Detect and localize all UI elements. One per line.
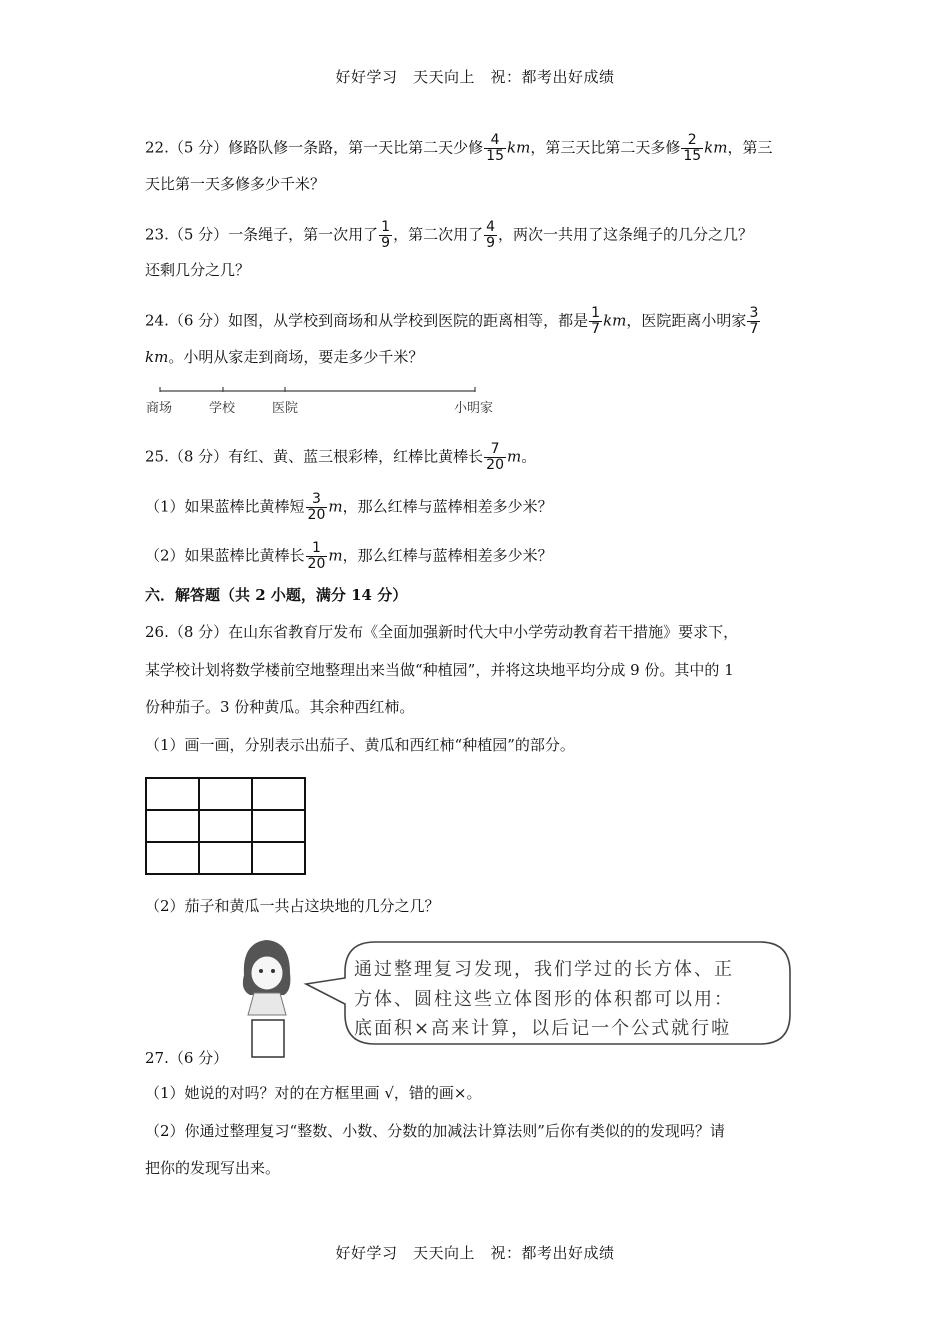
question-27-title: 27.（6 分） [145, 1049, 229, 1067]
q22-fraction-1 [484, 133, 506, 164]
q25-f1-denominator: 20 [486, 457, 504, 473]
q23-text-c: ，两次一共用了这条绳子的几分之几？ [498, 225, 754, 244]
q24-fraction-2 [747, 306, 760, 337]
q24-text-b: ，医院距离小明家 [626, 311, 747, 330]
q22-text-b: ，第三天比第二天多修 [530, 138, 681, 157]
question-22-line-1 [145, 133, 773, 164]
q23-f2-numerator: 4 [486, 219, 496, 235]
girl-face [251, 956, 283, 990]
q25-p2-unit: m [328, 546, 343, 565]
q25-p1-unit: m [328, 497, 343, 516]
q25-text-a: 25.（8 分）有红、黄、蓝三根彩棒，红棒比黄棒长 [145, 447, 484, 466]
q25-fraction-1 [484, 442, 506, 473]
question-27-part-2-line-2: 把你的发现写出来。 [145, 1159, 281, 1177]
q24-unit-2: km [145, 348, 169, 366]
question-24-line-1 [145, 306, 761, 337]
girl-eye-right [271, 969, 275, 973]
q22-unit-2: km [704, 138, 728, 157]
q22-f2-denominator: 15 [683, 148, 702, 164]
question-27-part-2-line-1: （2）你通过整理复习“整数、小数、分数的加减法计算法则”后你有类似的的发现吗？请 [145, 1122, 725, 1140]
q25-p2-numerator: 1 [312, 540, 321, 556]
grid-cell[interactable] [146, 778, 199, 810]
question-25-part-2 [145, 541, 553, 572]
girl-dress [248, 993, 286, 1015]
bubble-line-2: 方体、圆柱这些立体图形的体积都可以用： [354, 989, 734, 1010]
question-23-line-2: 还剩几分之几？ [145, 261, 251, 279]
q22-unit-1: km [507, 138, 531, 157]
q22-fraction-2 [681, 133, 703, 164]
q25-p2-text-b: ，那么红棒与蓝棒相差多少米？ [342, 546, 553, 565]
question-24-line-2 [145, 347, 423, 367]
q22-f1-numerator: 4 [490, 132, 500, 148]
answer-checkbox[interactable] [252, 1020, 284, 1057]
q23-text-b: ，第二次用了 [393, 225, 484, 244]
question-25-part-1 [145, 492, 553, 523]
garden-grid [145, 777, 306, 875]
question-22-line-2: 天比第一天多修多少千米？ [145, 175, 326, 193]
grid-cell[interactable] [199, 778, 252, 810]
page-header: 好好学习 天天向上 祝：都考出好成绩 [335, 68, 615, 86]
question-25-line-1 [145, 442, 536, 473]
q25-p1-fraction [306, 492, 328, 523]
section-6-title: 六．解答题（共 2 小题，满分 14 分） [145, 586, 408, 604]
q24-f1-denominator: 7 [591, 321, 601, 337]
q23-f1-numerator: 1 [381, 219, 391, 235]
page-footer: 好好学习 天天向上 祝：都考出好成绩 [335, 1244, 615, 1262]
question-26-line-1: 26.（8 分）在山东省教育厅发布《全面加强新时代大中小学劳动教育若干措施》要求下， [145, 623, 739, 641]
q24-unit-1: km [603, 311, 627, 330]
q24-f1-numerator: 1 [591, 305, 601, 321]
grid-cell[interactable] [199, 810, 252, 842]
bubble-line-3: 底面积×高来计算，以后记一个公式就行啦 [354, 1018, 732, 1039]
q24-f2-denominator: 7 [749, 321, 759, 337]
question-23-line-1 [145, 220, 753, 251]
q25-p1-denominator: 20 [307, 507, 326, 523]
q25-p2-fraction [306, 541, 328, 572]
question-26-part-2: （2）茄子和黄瓜一共占这块地的几分之几？ [145, 897, 440, 915]
grid-cell[interactable] [252, 810, 305, 842]
question-27-part-1: （1）她说的对吗？对的在方框里画 √，错的画×。 [145, 1084, 482, 1102]
q24-f2-numerator: 3 [749, 305, 759, 321]
q22-text-c: ，第三 [727, 138, 773, 157]
q23-f1-denominator: 9 [381, 235, 391, 251]
q23-text-a: 23.（5 分）一条绳子，第一次用了 [145, 225, 379, 244]
grid-cell[interactable] [199, 842, 252, 874]
q25-p2-text-a: （2）如果蓝棒比黄棒长 [145, 546, 305, 565]
q24-text-a: 24.（6 分）如图，从学校到商场和从学校到医院的距离相等，都是 [145, 311, 589, 330]
q22-text-a: 22.（5 分）修路队修一条路，第一天比第二天少修 [145, 138, 484, 157]
q24-text-line2: 。小明从家走到商场，要走多少千米？ [168, 348, 424, 366]
grid-cell[interactable] [146, 810, 199, 842]
q25-p2-denominator: 20 [307, 556, 326, 572]
q25-p1-numerator: 3 [312, 491, 321, 507]
girl-eye-left [259, 969, 263, 973]
q22-f2-numerator: 2 [687, 132, 697, 148]
grid-cell[interactable] [146, 842, 199, 874]
q23-fraction-2 [484, 220, 497, 251]
q22-f1-denominator: 15 [486, 148, 504, 164]
q24-fraction-1 [589, 306, 602, 337]
map-label-home: 小明家 [454, 401, 494, 416]
grid-cell[interactable] [252, 778, 305, 810]
map-label-mall: 商场 [146, 401, 173, 416]
q25-unit-1: m [507, 447, 522, 466]
question-26-line-2: 某学校计划将数学楼前空地整理出来当做“种植园”，并将这块地平均分成 9 份。其中的 1 [145, 661, 734, 679]
question-26-line-3: 份种茄子。3 份种黄瓜。其余种西红柿。 [145, 698, 415, 716]
q25-f1-numerator: 7 [490, 441, 500, 457]
route-map-line [145, 385, 505, 399]
q25-text-b: 。 [521, 447, 537, 466]
bubble-line-1: 通过整理复习发现，我们学过的长方体、正 [354, 959, 734, 980]
q25-p1-text-b: ，那么红棒与蓝棒相差多少米？ [342, 497, 553, 516]
q23-fraction-1 [379, 220, 392, 251]
question-26-part-1: （1）画一画，分别表示出茄子、黄瓜和西红柿“种植园”的部分。 [145, 736, 575, 754]
map-label-hospital: 医院 [272, 401, 299, 416]
grid-cell[interactable] [252, 842, 305, 874]
q25-p1-text-a: （1）如果蓝棒比黄棒短 [145, 497, 305, 516]
map-label-school: 学校 [209, 401, 236, 416]
q23-f2-denominator: 9 [486, 235, 496, 251]
